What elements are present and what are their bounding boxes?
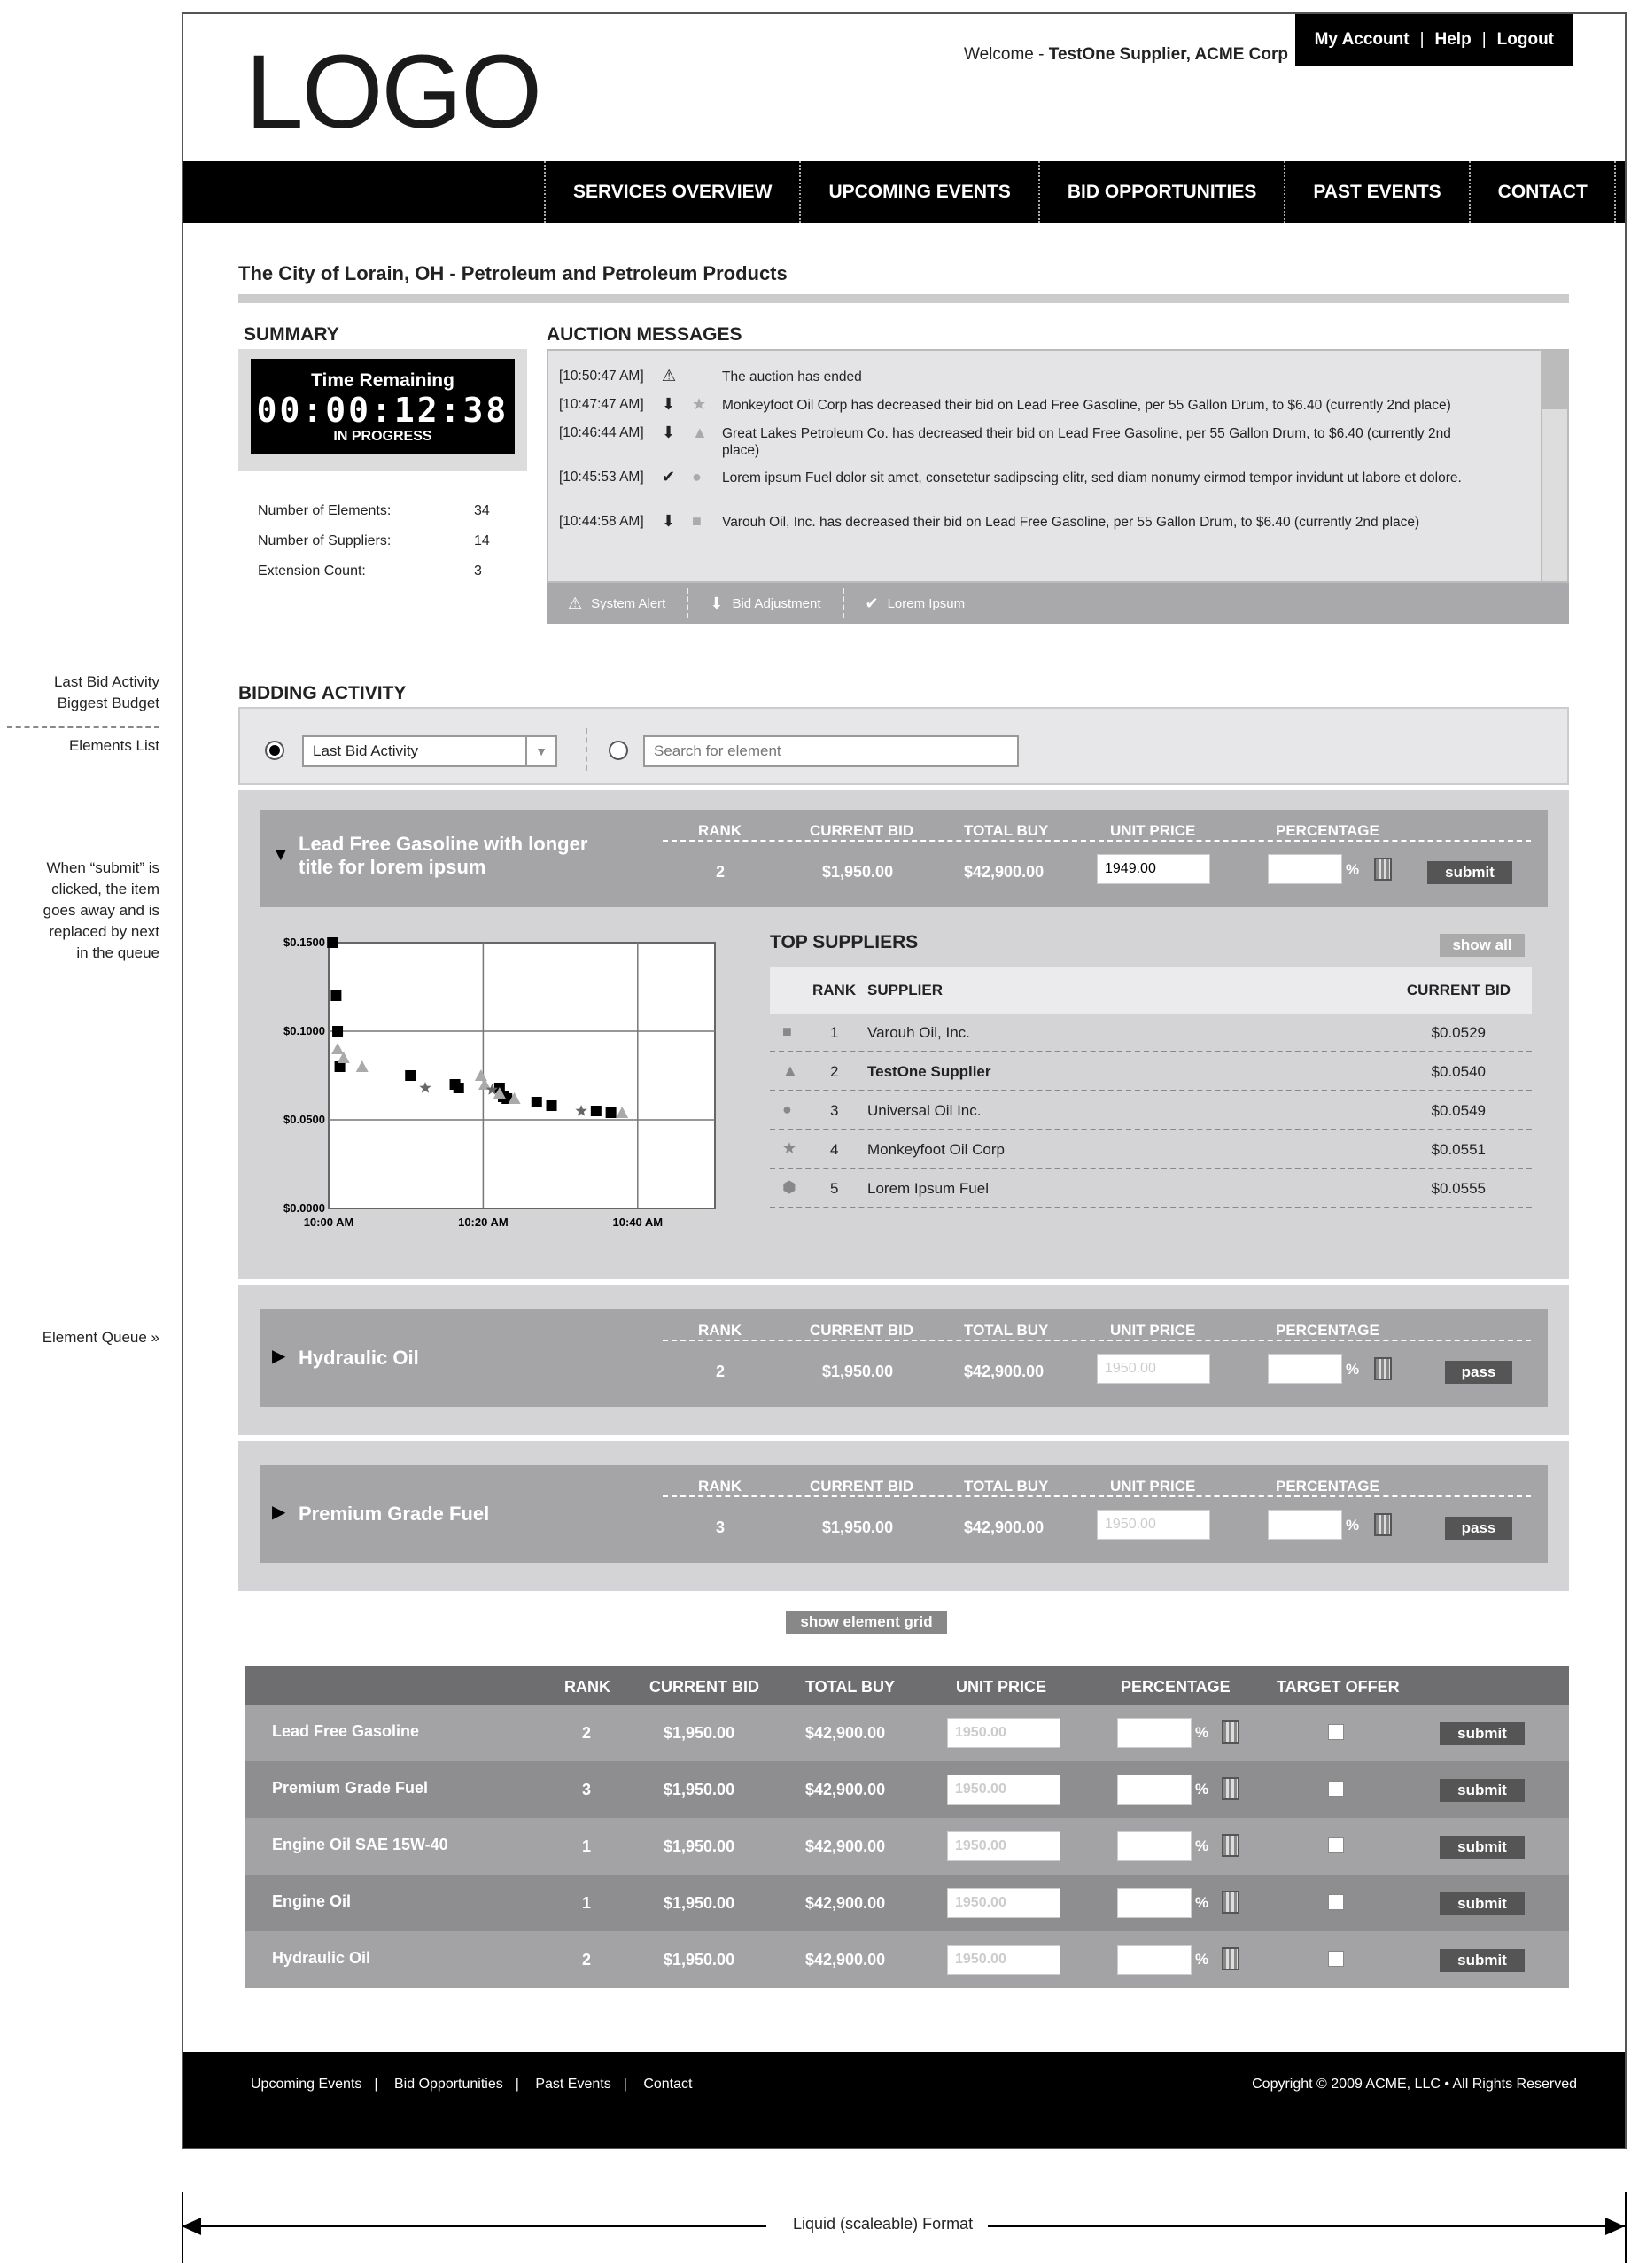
submit-button[interactable]: submit [1427, 861, 1512, 884]
show-element-grid-button[interactable]: show element grid [786, 1611, 947, 1634]
title-divider [238, 294, 1569, 303]
percentage-input[interactable] [1268, 1510, 1342, 1540]
unit-price-input[interactable]: 1950.00 [947, 1718, 1060, 1748]
triangle-right-icon[interactable]: ▶ [272, 1347, 286, 1366]
stat-extensions: Extension Count: 3 [258, 563, 482, 579]
calculator-icon[interactable] [1374, 858, 1392, 881]
circle-icon: ● [782, 1100, 792, 1118]
annotation-submit-note: When “submit” is clicked, the item goes away and is replaced by next in the queue [43, 859, 159, 961]
unit-price-input[interactable]: 1950.00 [1097, 1354, 1210, 1384]
element-header[interactable]: ▶ Hydraulic Oil RANK CURRENT BID TOTAL BUY UNIT PRICE PERCENTAGE 2 $1,950.00 $42,900.00 1950.00 % pass [260, 1309, 1548, 1407]
grid-header: RANK CURRENT BID TOTAL BUY UNIT PRICE PERCENTAGE TARGET OFFER [245, 1666, 1569, 1705]
circle-icon: ● [692, 468, 702, 485]
logo: LOGO [245, 34, 540, 151]
footer-link-bid[interactable]: Bid Opportunities [394, 2077, 503, 2092]
annotation-last-bid: Last Bid Activity [53, 673, 159, 690]
y-tick-label: $0.0500 [283, 1113, 325, 1126]
percentage-input[interactable] [1117, 1831, 1192, 1861]
grid-row: Engine Oil 1 $1,950.00 $42,900.00 1950.00 % submit [245, 1875, 1569, 1931]
filter-divider [586, 728, 587, 771]
legend-bid-adjustment: ⬇ Bid Adjustment [688, 588, 843, 618]
element-name: Premium Grade Fuel [299, 1503, 490, 1525]
unit-price-input[interactable]: 1950.00 [947, 1888, 1060, 1918]
main-nav [183, 161, 1625, 223]
footer-links: Upcoming Events | Bid Opportunities | Past Events | Contact [251, 2077, 693, 2092]
check-icon: ✔ [662, 468, 676, 485]
footer [183, 2052, 1625, 2149]
data-point-square [532, 1097, 542, 1107]
percentage-input[interactable] [1117, 1775, 1192, 1805]
legend-system-alert: ⚠ System Alert [547, 588, 688, 618]
element-name: Hydraulic Oil [299, 1347, 419, 1369]
auction-messages-heading: AUCTION MESSAGES [547, 324, 742, 345]
logout-link[interactable]: Logout [1496, 30, 1554, 49]
submit-button[interactable]: submit [1440, 1949, 1525, 1972]
target-offer-checkbox[interactable] [1328, 1837, 1344, 1853]
data-point-square [327, 937, 338, 948]
summary-heading: SUMMARY [244, 324, 339, 345]
unit-price-input[interactable]: 1950.00 [947, 1831, 1060, 1861]
legend-lorem-ipsum: ✔ Lorem Ipsum [865, 594, 966, 612]
my-account-link[interactable]: My Account [1314, 30, 1410, 49]
bid-history-chart [238, 790, 734, 1279]
grid-element-name: Premium Grade Fuel [272, 1779, 429, 1797]
element-columns: RANK CURRENT BID TOTAL BUY UNIT PRICE PERCENTAGE [663, 810, 1531, 842]
target-offer-checkbox[interactable] [1328, 1894, 1344, 1910]
arrow-down-icon: ⬇ [662, 395, 676, 413]
submit-button[interactable]: submit [1440, 1722, 1525, 1745]
calculator-icon[interactable] [1374, 1513, 1392, 1536]
star-icon: ★ [692, 395, 707, 413]
element-columns: RANK CURRENT BID TOTAL BUY UNIT PRICE PERCENTAGE [663, 1309, 1531, 1341]
arrow-left-icon [182, 2218, 201, 2235]
unit-price-input[interactable]: 1950.00 [1097, 1510, 1210, 1540]
submit-button[interactable]: submit [1440, 1836, 1525, 1859]
triangle-down-icon[interactable]: ▼ [272, 845, 290, 865]
y-tick-label: $0.0000 [283, 1201, 325, 1215]
x-tick-label: 10:00 AM [303, 1216, 354, 1229]
alert-icon: ⚠ [568, 594, 583, 612]
x-tick-label: 10:20 AM [458, 1216, 509, 1229]
account-bar: My Account | Help | Logout [1295, 14, 1573, 66]
pass-button[interactable]: pass [1445, 1517, 1512, 1540]
calculator-icon[interactable] [1222, 1834, 1239, 1857]
submit-button[interactable]: submit [1440, 1892, 1525, 1915]
nav-bid-opportunities[interactable]: BID OPPORTUNITIES [1038, 161, 1285, 223]
auction-messages-list: [10:50:47 AM] ⚠ The auction has ended [10:47:47 AM] ⬇ ★ Monkeyfoot Oil Corp has decreased their bid on Lead Free Gasoline, per 55 Gallon Drum, to $6.40 (currently 2nd place) [10:46:44 AM] ⬇ ▲ Great Lakes Petroleum Co. has decreased their bid on Lead Free Gasoline, per 55 Gallon Drum, to $6.40 (currently 2nd place) [10:45:53 AM] ✔ ● Lorem ipsum Fuel dolor sit amet, consetetur sadipscing elitr, sed diam nonumy eirmod tempor invidunt ut labore et dolore. [10:44:58 AM] ⬇ ■ Varouh Oil, Inc. has decreased their bid on Lead Free Gasoline, per 55 Gallon Drum, to $6.40 (currently 2nd place) [547, 349, 1569, 583]
supplier-row: ▲ 2 TestOne Supplier $0.0540 [770, 1052, 1532, 1091]
grid-element-name: Lead Free Gasoline [272, 1722, 420, 1740]
data-point-square [332, 1026, 343, 1037]
supplier-row: ● 3 Universal Oil Inc. $0.0549 [770, 1091, 1532, 1130]
supplier-row: ★ 4 Monkeyfoot Oil Corp $0.0551 [770, 1130, 1532, 1169]
nav-services-overview[interactable]: SERVICES OVERVIEW [544, 161, 799, 223]
nav-past-events[interactable]: PAST EVENTS [1284, 161, 1468, 223]
annotation-elements-list: Elements List [68, 737, 159, 754]
data-point-square [330, 990, 341, 1001]
x-tick-label: 10:40 AM [612, 1216, 664, 1229]
data-point-square [591, 1106, 602, 1116]
unit-price-input[interactable]: 1950.00 [947, 1775, 1060, 1805]
square-icon: ■ [692, 512, 702, 530]
help-link[interactable]: Help [1434, 30, 1472, 49]
element-card-hydraulic [238, 1285, 1569, 1435]
grid-row: Lead Free Gasoline 2 $1,950.00 $42,900.00 1950.00 % submit [245, 1705, 1569, 1761]
grid-element-name: Engine Oil SAE 15W-40 [272, 1836, 448, 1853]
show-all-button[interactable]: show all [1440, 934, 1525, 957]
unit-price-input[interactable]: 1949.00 [1097, 854, 1210, 884]
countdown-timer: Time Remaining 00:00:12:38 IN PROGRESS [251, 359, 515, 454]
star-icon: ★ [782, 1139, 797, 1157]
calculator-icon[interactable] [1222, 1720, 1239, 1744]
suppliers-table-header: RANK SUPPLIER CURRENT BID [770, 967, 1532, 1014]
annotation-biggest-budget: Biggest Budget [57, 695, 159, 711]
target-offer-checkbox[interactable] [1328, 1781, 1344, 1797]
supplier-row: ⬢ 5 Lorem Ipsum Fuel $0.0555 [770, 1169, 1532, 1208]
footer-link-past[interactable]: Past Events [535, 2077, 611, 2092]
grid-row: Premium Grade Fuel 3 $1,950.00 $42,900.00 1950.00 % submit [245, 1761, 1569, 1818]
alert-icon: ⚠ [662, 367, 677, 384]
timer-panel [238, 349, 527, 471]
nav-contact[interactable]: CONTACT [1469, 161, 1616, 223]
y-tick-label: $0.1500 [283, 936, 325, 949]
arrow-down-icon: ⬇ [710, 594, 724, 612]
triangle-icon: ▲ [692, 423, 708, 441]
element-name: Lead Free Gasoline with longer title for lorem ipsum [299, 833, 588, 878]
grid-element-name: Engine Oil [272, 1892, 352, 1910]
submit-button[interactable]: submit [1440, 1779, 1525, 1802]
footer-link-upcoming[interactable]: Upcoming Events [251, 2077, 362, 2092]
plot-area [329, 943, 715, 1208]
bidding-filter [238, 707, 1569, 785]
data-point-square [454, 1083, 464, 1093]
time-remaining: 00:00:12:38 [256, 391, 509, 430]
stat-suppliers: Number of Suppliers: 14 [258, 533, 490, 548]
square-icon: ■ [782, 1022, 792, 1040]
page-frame [182, 12, 1627, 2149]
annotation-element-queue: Element Queue » [42, 1329, 159, 1346]
arrow-down-icon: ⬇ [662, 423, 676, 441]
data-point-square [547, 1100, 557, 1111]
grid-row: Hydraulic Oil 2 $1,950.00 $42,900.00 1950.00 % submit [245, 1931, 1569, 1988]
bidding-activity-heading: BIDDING ACTIVITY [238, 683, 407, 703]
calculator-icon[interactable] [1222, 1947, 1239, 1970]
annotation-divider [7, 726, 159, 728]
sort-select[interactable]: Last Bid Activity ▼ [302, 735, 557, 767]
percentage-input[interactable] [1117, 1718, 1192, 1748]
y-tick-label: $0.1000 [283, 1024, 325, 1037]
search-element-input[interactable] [643, 735, 1019, 767]
percentage-input[interactable] [1117, 1888, 1192, 1918]
hexagon-icon: ⬢ [782, 1178, 796, 1196]
element-card-lead-free [238, 790, 1569, 1279]
welcome-text: Welcome - TestOne Supplier, ACME Corp [964, 45, 1288, 64]
pass-button[interactable]: pass [1445, 1361, 1512, 1384]
calculator-icon[interactable] [1222, 1777, 1239, 1800]
triangle-icon: ▲ [782, 1061, 798, 1079]
auction-status: IN PROGRESS [333, 429, 432, 444]
element-columns: RANK CURRENT BID TOTAL BUY UNIT PRICE PERCENTAGE [663, 1465, 1531, 1497]
element-header[interactable]: ▼ Lead Free Gasoline with longer title for lorem ipsum RANK CURRENT BID TOTAL BUY UNIT PRICE PERCENTAGE 2 $1,950.00 $42,900.00 1949.00 % submit [260, 810, 1548, 907]
supplier-row: ■ 1 Varouh Oil, Inc. $0.0529 [770, 1014, 1532, 1052]
element-card-premium [238, 1441, 1569, 1591]
percentage-input[interactable] [1268, 1354, 1342, 1384]
liquid-format-annotation: Liquid (scaleable) Format [182, 2192, 1627, 2263]
percentage-input[interactable] [1268, 854, 1342, 884]
nav-upcoming-events[interactable]: UPCOMING EVENTS [799, 161, 1037, 223]
calculator-icon[interactable] [1374, 1357, 1392, 1380]
chevron-down-icon: ▼ [525, 737, 555, 765]
arrow-right-icon [1605, 2218, 1625, 2235]
messages-legend [547, 583, 1569, 624]
target-offer-checkbox[interactable] [1328, 1951, 1344, 1967]
triangle-right-icon[interactable]: ▶ [272, 1503, 286, 1522]
messages-scrollbar[interactable] [1541, 351, 1567, 581]
arrow-down-icon: ⬇ [662, 512, 676, 530]
check-icon: ✔ [865, 594, 879, 612]
unit-price-input[interactable]: 1950.00 [947, 1945, 1060, 1975]
top-suppliers-heading: TOP SUPPLIERS [770, 932, 919, 952]
element-header[interactable]: ▶ Premium Grade Fuel RANK CURRENT BID TOTAL BUY UNIT PRICE PERCENTAGE 3 $1,950.00 $42,900.00 1950.00 % pass [260, 1465, 1548, 1563]
footer-link-contact[interactable]: Contact [643, 2077, 693, 2092]
percentage-input[interactable] [1117, 1945, 1192, 1975]
data-point-square [405, 1070, 416, 1081]
copyright: Copyright © 2009 ACME, LLC • All Rights Reserved [1252, 2077, 1577, 2092]
page-title: The City of Lorain, OH - Petroleum and Petroleum Products [238, 262, 788, 284]
filter-radio-sort[interactable] [265, 741, 284, 760]
grid-row: Engine Oil SAE 15W-40 1 $1,950.00 $42,900.00 1950.00 % submit [245, 1818, 1569, 1875]
calculator-icon[interactable] [1222, 1891, 1239, 1914]
data-point-square [606, 1107, 617, 1118]
grid-element-name: Hydraulic Oil [272, 1949, 371, 1967]
target-offer-checkbox[interactable] [1328, 1724, 1344, 1740]
filter-radio-search[interactable] [609, 741, 628, 760]
stat-elements: Number of Elements: 34 [258, 503, 490, 518]
